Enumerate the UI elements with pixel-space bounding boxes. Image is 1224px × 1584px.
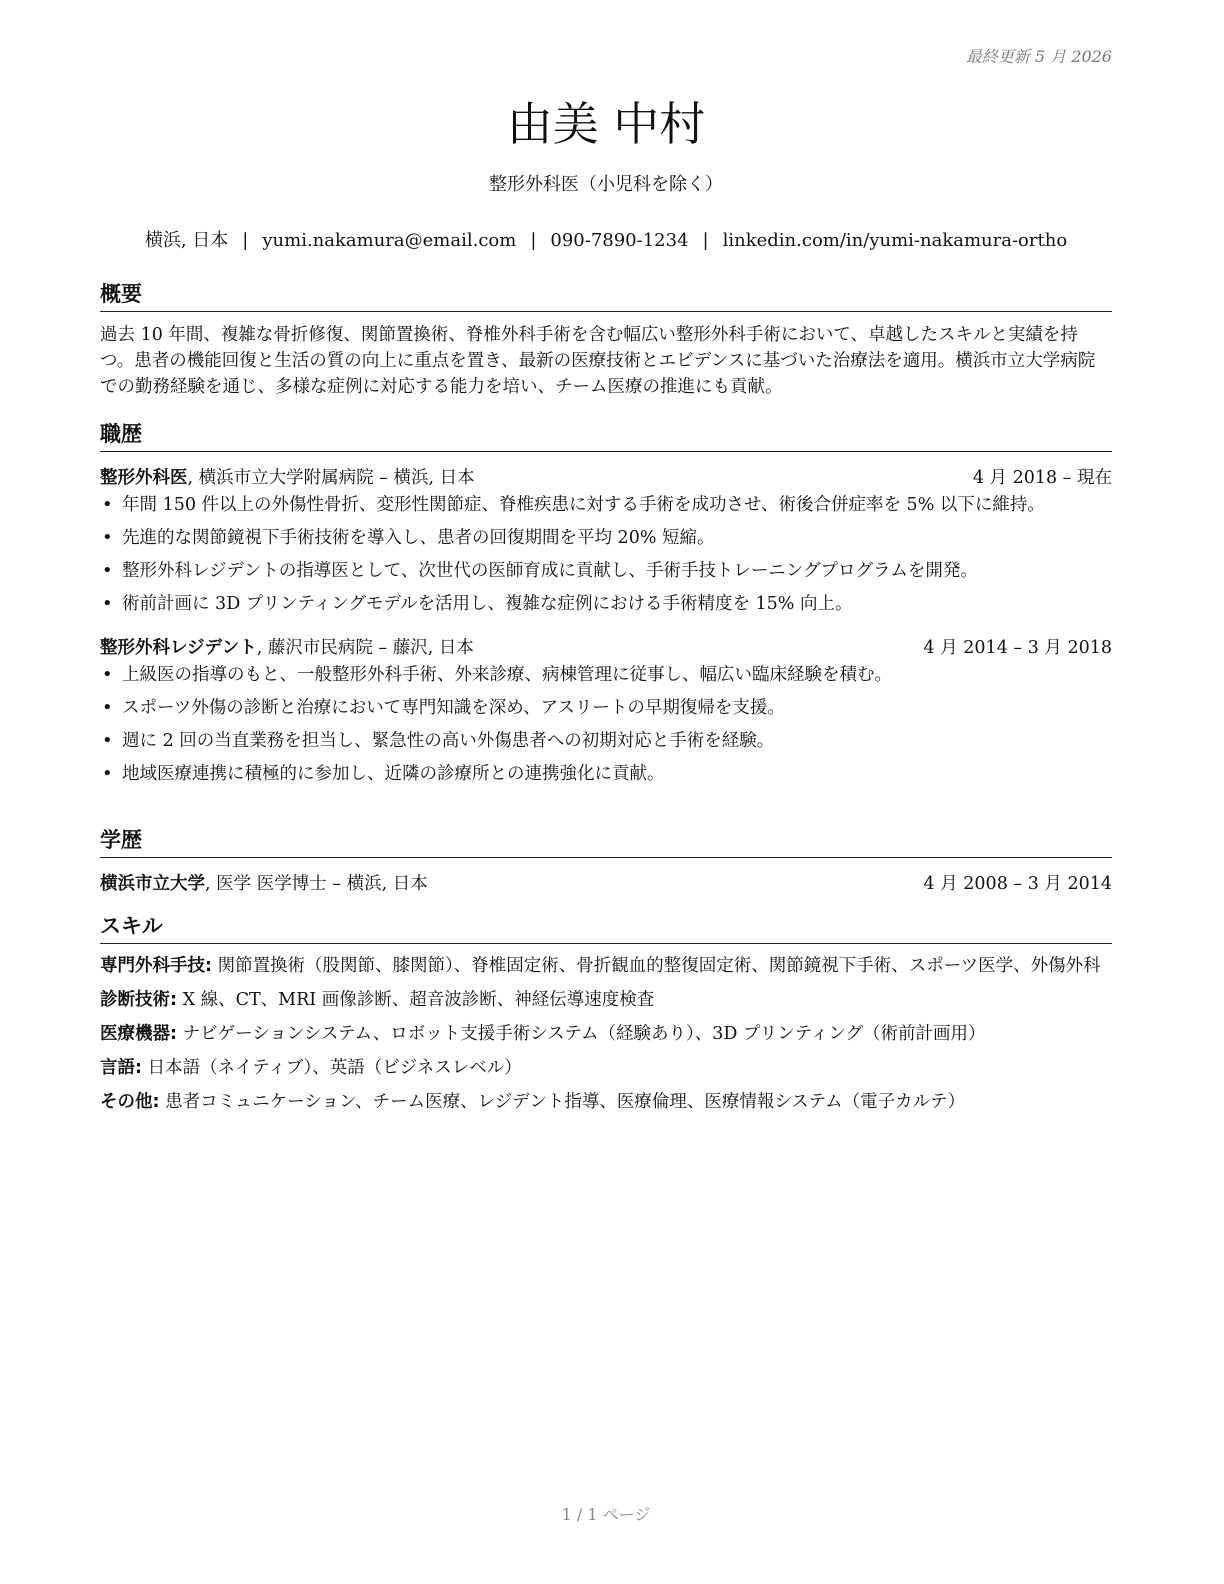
- job-role: 整形外科医: [100, 468, 188, 488]
- job-bullet: • 術前計画に 3D プリンティングモデルを活用し、複雑な症例における手術精度を 15% 向上。: [122, 594, 1112, 614]
- job-org: , 藤沢市民病院 – 藤沢, 日本: [256, 638, 474, 658]
- skill-item: [100, 1090, 1112, 1114]
- job-org: , 横浜市立大学附属病院 – 横浜, 日本: [187, 468, 475, 488]
- last-updated: 最終更新 5 月 2026: [965, 47, 1112, 66]
- skills-section: [100, 910, 1112, 1114]
- skill-value: 日本語（ネイティブ）、英語（ビジネスレベル）: [142, 1058, 522, 1078]
- section-heading-summary: 概要: [100, 278, 1112, 312]
- skill-item: [100, 1056, 1112, 1080]
- job-role: 整形外科レジデント: [100, 638, 257, 658]
- job-header: [100, 634, 1112, 659]
- contact-separator: |: [530, 230, 537, 251]
- job-entry: [100, 634, 1112, 784]
- job-bullet: • 地域医療連携に積極的に参加し、近隣の診療所との連携強化に貢献。: [122, 764, 1112, 784]
- contact-linkedin[interactable]: linkedin.com/in/yumi-nakamura-ortho: [722, 230, 1068, 251]
- section-heading-skills: スキル: [100, 910, 1112, 944]
- job-bullet: • 年間 150 件以上の外傷性骨折、変形性関節症、脊椎疾患に対する手術を成功させ、術後合併症率を 5% 以下に維持。: [122, 495, 1112, 515]
- job-dates: 4 月 2014 – 3 月 2018: [923, 638, 1112, 658]
- section-heading-education: 学歴: [100, 824, 1112, 858]
- contact-location: 横浜, 日本: [144, 230, 229, 251]
- education-entry: [100, 870, 1112, 895]
- job-bullets: [100, 495, 1112, 614]
- job-entry: [100, 464, 1112, 614]
- skill-label: 専門外科手技:: [100, 956, 212, 976]
- skill-label: 言語:: [100, 1058, 142, 1078]
- school-name: 横浜市立大学: [100, 874, 205, 894]
- job-dates: 4 月 2018 – 現在: [972, 468, 1112, 488]
- education-detail: , 医学 医学博士 – 横浜, 日本: [205, 874, 428, 894]
- summary-section: [100, 278, 1112, 400]
- skill-label: その他:: [100, 1092, 160, 1112]
- section-heading-experience: 職歴: [100, 418, 1112, 452]
- skill-label: 医療機器:: [100, 1024, 177, 1044]
- skill-item: [100, 1022, 1112, 1046]
- summary-text: 過去 10 年間、複雑な骨折修復、関節置換術、脊椎外科手術を含む幅広い整形外科手術において、卓越したスキルと実績を持つ。患者の機能回復と生活の質の向上に重点を置き、最新の医療技術とエビデンスに基づいた治療法を適用。横浜市立大学病院での勤務経験を通じ、多様な症例に対応する能力を培い、チーム医療の推進にも貢献。: [100, 325, 1096, 397]
- job-bullet: • 週に 2 回の当直業務を担当し、緊急性の高い外傷患者への初期対応と手術を経験。: [122, 731, 1112, 751]
- experience-section: [100, 418, 1112, 797]
- skill-value: X 線、CT、MRI 画像診断、超音波診断、神経伝導速度検査: [177, 990, 655, 1010]
- candidate-name: 由美 中村: [506, 97, 706, 151]
- contact-separator: |: [702, 230, 709, 251]
- education-section: [100, 824, 1112, 895]
- job-title: 整形外科医（小児科を除く）: [489, 174, 723, 195]
- contact-phone[interactable]: 090-7890-1234: [550, 230, 689, 251]
- job-bullet: • 上級医の指導のもと、一般整形外科手術、外来診療、病棟管理に従事し、幅広い臨床経験を積む。: [122, 665, 1112, 685]
- page-indicator: 1 / 1 ページ: [561, 1505, 651, 1524]
- skill-label: 診断技術:: [100, 990, 177, 1010]
- skill-item: [100, 988, 1112, 1012]
- education-dates: 4 月 2008 – 3 月 2014: [923, 874, 1112, 894]
- contact-email[interactable]: yumi.nakamura@email.com: [262, 230, 517, 251]
- resume-page: [100, 0, 1112, 1584]
- job-header: [100, 464, 1112, 489]
- skill-value: 患者コミュニケーション、チーム医療、レジデント指導、医療倫理、医療情報システム（電子カルテ）: [159, 1092, 966, 1112]
- job-bullet: • 先進的な関節鏡視下手術技術を導入し、患者の回復期間を平均 20% 短縮。: [122, 528, 1112, 548]
- skill-item: [100, 954, 1112, 978]
- skill-value: 関節置換術（股関節、膝関節）、脊椎固定術、骨折観血的整復固定術、関節鏡視下手術、スポーツ医学、外傷外科: [212, 956, 1101, 976]
- job-bullet: • スポーツ外傷の診断と治療において専門知識を深め、アスリートの早期復帰を支援。: [122, 698, 1112, 718]
- contact-separator: |: [242, 230, 249, 251]
- contact-line: [100, 226, 1112, 252]
- skill-value: ナビゲーションシステム、ロボット支援手術システム（経験あり）、3D プリンティング（術前計画用）: [177, 1024, 986, 1044]
- job-bullets: [100, 665, 1112, 784]
- job-bullet: • 整形外科レジデントの指導医として、次世代の医師育成に貢献し、手術手技トレーニングプログラムを開発。: [122, 561, 1112, 581]
